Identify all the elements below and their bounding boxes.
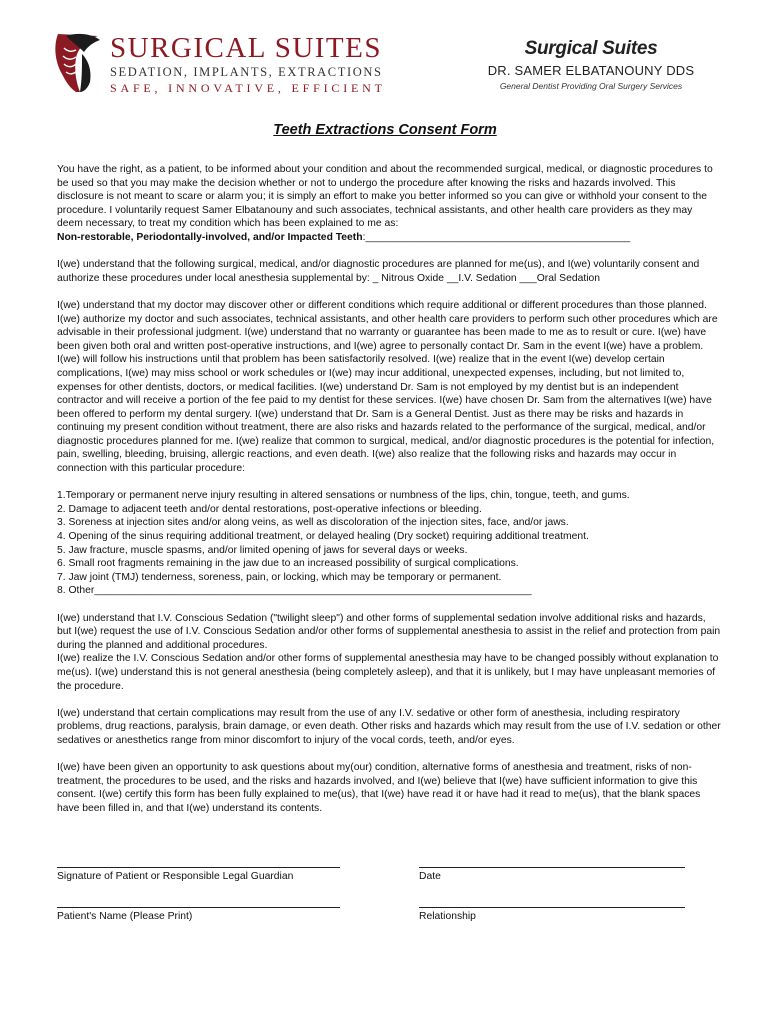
practice-name: Surgical Suites	[524, 38, 658, 59]
practice-doctor: DR. SAMER ELBATANOUNY DDS	[487, 63, 695, 78]
questions-paragraph: I(we) have been given an opportunity to ask questions about my(our) condition, alternative forms of anesthesia and treatment, risks of non-treatment, the procedures to be used, and the risks and hazards involved, and I(we) believe that I(we) have sufficient information to give this consent. I(we) certify this form has been fully explained to me(us), that I(we) have read it or have had it read to me(us), that the blank spaces have been filled in, and that I(we) understand its contents.	[57, 762, 701, 814]
condition-blank: :______________________________________________	[362, 231, 631, 243]
iv-sedation-paragraph-2: I(we) realize the I.V. Conscious Sedation and/or other forms of supplemental anesthesia may have to be changed possibly without explanation to me(us). I(we) understand this is not general anesthesia (being completely asleep), and that it is unlikely, but I may have unpleasant memories of the procedure.	[57, 653, 719, 692]
practice-info	[476, 38, 706, 91]
list-item: 3. Soreness at injection sites and/or along veins, as well as discoloration of the injection sites, face, and/or jaws.	[57, 517, 569, 529]
sedation-paragraph: I(we) understand that the following surgical, medical, and/or diagnostic procedures are planned for me(us), and I(we) voluntarily consent and authorize these procedures under local anesthesia supplemental by: _ Nitrous Oxide __I.V. Sedation ___Oral Sedation	[57, 259, 700, 284]
patient-name-line	[57, 907, 340, 908]
tooth-logo-icon	[52, 30, 104, 96]
condition-line	[57, 231, 721, 245]
logo-values-line: SAFE, INNOVATIVE, EFFICIENT	[110, 81, 386, 95]
surgical-suites-logo	[52, 30, 392, 98]
list-item: 8. Other____________________________________________________________________________	[57, 585, 532, 597]
list-item: 4. Opening of the sinus requiring additional treatment, or delayed healing (Dry socket) requiring additional treatment.	[57, 531, 589, 543]
logo-title: SURGICAL SUITES	[110, 32, 382, 64]
date-label: Date	[419, 871, 441, 882]
practice-tagline: General Dentist Providing Oral Surgery Services	[499, 81, 683, 91]
risks-list	[57, 489, 721, 598]
iv-sedation-paragraph-1: I(we) understand that I.V. Conscious Sedation ("twilight sleep") and other forms of supplemental sedation involve additional risks and hazards, but I(we) request the use of I.V. Conscious Sedation and/or other forms of supplemental anesthesia to assist in the relief and protection from pain during the planned and additional procedures.	[57, 612, 721, 651]
date-field[interactable]	[419, 867, 685, 884]
logo-services-line: SEDATION, IMPLANTS, EXTRACTIONS	[110, 65, 383, 79]
date-line	[419, 867, 685, 868]
list-item: 2. Damage to adjacent teeth and/or dental restorations, post-operative infections or bleeding.	[57, 503, 482, 515]
condition-label: Non-restorable, Periodontally-involved, and/or Impacted Teeth	[57, 231, 363, 243]
list-item: 7. Jaw joint (TMJ) tenderness, soreness, pain, or locking, which may be temporary or permanent.	[57, 571, 502, 583]
intro-paragraph: You have the right, as a patient, to be informed about your condition and about the recommended surgical, medical, or diagnostic procedures to be used so that you may make the decision whether or not to undergo the procedure after knowing the risks and hazards involved. This disclosure is not meant to scare or alarm you; it is simply an effort to make you better informed so you can give or withhold your consent to the procedure. I voluntarily request Samer Elbatanouny and such associates, technical assistants, and other health care providers as they may deem necessary, to treat my condition which has been explained to me as:	[57, 164, 713, 230]
form-title: Teeth Extractions Consent Form	[273, 122, 497, 138]
signature-line	[57, 867, 340, 868]
doctor-paragraph: I(we) understand that my doctor may discover other or different conditions which require additional or different procedures than those planned. I(we) authorize my doctor and such associates, technical assistants, and other health care providers to perform such other procedures which are advisable in their professional judgment. I(we) understand that no warranty or guarantee has been made to me as to result or cure. I(we) have been given both oral and written post-operative instructions, and I(we) agree to personally contact Dr. Sam in the event I(we) have a problem. I(we) will follow his instructions until that problem has been satisfactorily resolved. I(we) realize that in the event I(we) develop certain complications, I(we) may miss school or work schedules or I(we) may incur additional, unexpected expenses, including, but not limited to, expenses for other dentists, doctors, or medical facilities. I(we) understand Dr. Sam is not employed by my dentist but is an independent contractor and will receive a portion of the fee paid to my dentist for these services. I(we) have chosen Dr. Sam from the alternatives I(we) have been offered to perform my dental surgery. I(we) understand that Dr. Sam is a General Dentist. Just as there may be risks and hazards in continuing my present condition without treatment, there are also risks and hazards related to the performance of the surgical, medical, and/or diagnostic procedures planned for me. I(we) realize that common to surgical, medical, and/or diagnostic procedures is the potential for infection, pain, swelling, bleeding, bruising, allergic reactions, and even death. I(we) also realize that the following risks and hazards may occur in connection with this particular procedure:	[57, 299, 718, 475]
list-item: 6. Small root fragments remaining in the jaw due to an increased possibility of surgical complications.	[57, 558, 519, 570]
signature-field[interactable]	[57, 867, 340, 884]
patient-name-field[interactable]	[57, 907, 340, 924]
complications-paragraph: I(we) understand that certain complications may result from the use of any I.V. sedative or other form of anesthesia, including respiratory problems, drug reactions, paralysis, brain damage, or even death. Other risks and hazards which may result from the use of I.V. sedation or other sedatives or anesthetics range from minor discomfort to injury of the vocal cords, teeth, and/or eyes.	[57, 707, 721, 746]
list-item: 5. Jaw fracture, muscle spasms, and/or limited opening of jaws for several days or weeks.	[57, 544, 468, 556]
form-body	[57, 163, 721, 829]
list-item: 1.Temporary or permanent nerve injury resulting in altered sensations or numbness of the lips, chin, tongue, teeth, and gums.	[57, 490, 630, 502]
signature-label: Signature of Patient or Responsible Legal Guardian	[57, 871, 294, 882]
page-header	[0, 0, 770, 110]
relationship-field[interactable]	[419, 907, 685, 924]
patient-name-label: Patient's Name (Please Print)	[57, 911, 193, 922]
relationship-line	[419, 907, 685, 908]
relationship-label: Relationship	[419, 911, 476, 922]
